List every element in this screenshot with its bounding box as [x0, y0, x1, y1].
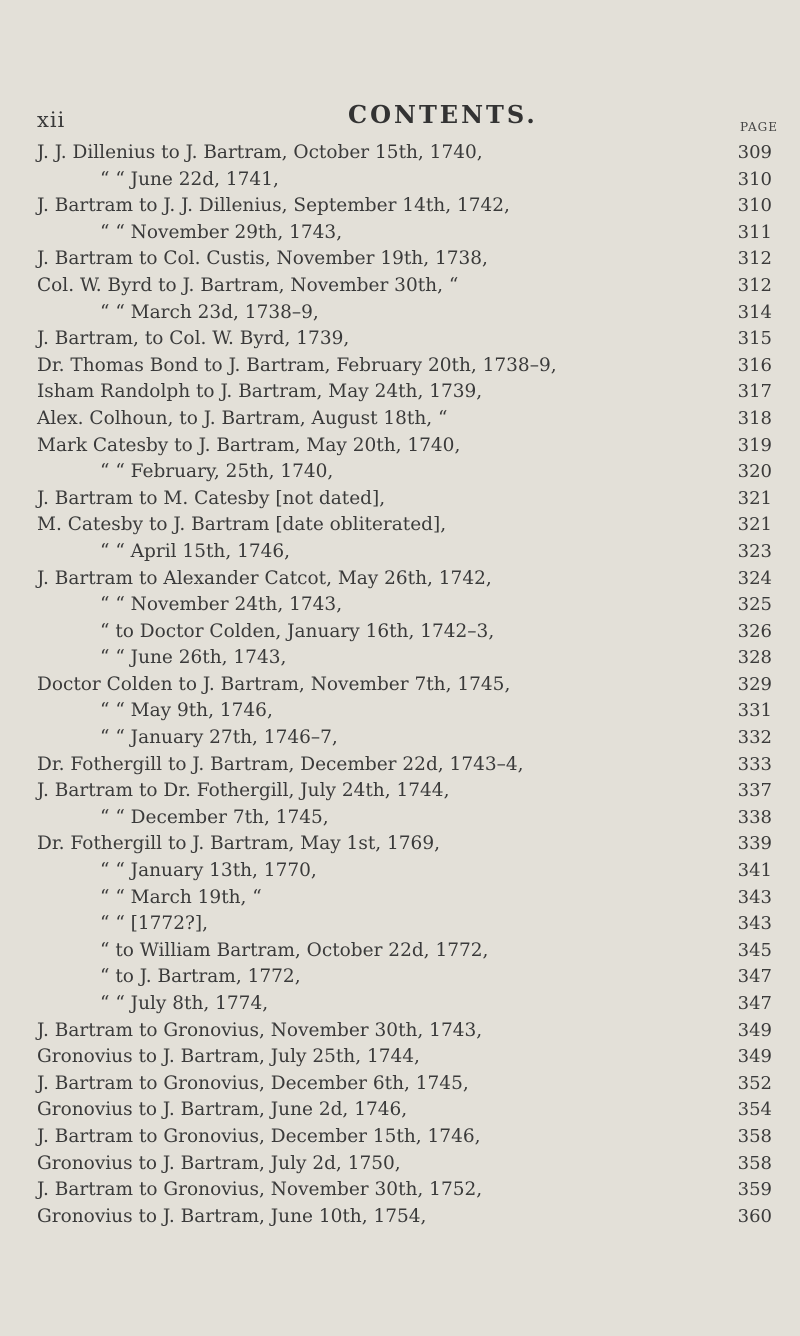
- entry-page-number: 316: [737, 354, 772, 376]
- entry-title: “ “ February, 25th, 1740,: [100, 461, 334, 483]
- entry-page-number: 312: [737, 274, 772, 296]
- entry-title: Dr. Fothergill to J. Bartram, December 22d, 1743–4,: [37, 753, 524, 775]
- toc-entry: [0, 1151, 800, 1178]
- entry-page-number: 349: [737, 1046, 772, 1068]
- entry-page-number: 352: [737, 1072, 772, 1094]
- contents-list: [0, 140, 800, 1230]
- toc-entry: [0, 326, 800, 353]
- entry-title: J. Bartram to Alexander Catcot, May 26th, 1742,: [37, 567, 492, 589]
- entry-page-number: 328: [737, 647, 772, 669]
- entry-title: “ “ July 8th, 1774,: [100, 993, 269, 1014]
- page-column-label: PAGE: [740, 120, 778, 134]
- entry-title: Gronovius to J. Bartram, June 10th, 1754,: [37, 1205, 427, 1227]
- entry-title: “ “ June 26th, 1743,: [100, 647, 287, 669]
- entry-page-number: 324: [737, 567, 772, 589]
- entry-title: Doctor Colden to J. Bartram, November 7th, 1745,: [37, 673, 511, 695]
- toc-entry: [0, 911, 800, 938]
- toc-entry: [0, 698, 800, 725]
- entry-title: Isham Randolph to J. Bartram, May 24th, 1739,: [37, 381, 483, 403]
- entry-title: Alex. Colhoun, to J. Bartram, August 18th, “: [37, 407, 448, 429]
- entry-page-number: 318: [737, 407, 772, 429]
- toc-entry: [0, 1071, 800, 1098]
- toc-entry: [0, 486, 800, 513]
- toc-entry: [0, 406, 800, 433]
- page-folio: xii: [37, 108, 66, 132]
- entry-title: J. Bartram to J. J. Dillenius, September 14th, 1742,: [37, 195, 510, 217]
- toc-entry: [0, 1204, 800, 1231]
- entry-title: “ to J. Bartram, 1772,: [100, 966, 301, 988]
- toc-entry: [0, 938, 800, 965]
- toc-entry: [0, 592, 800, 619]
- toc-entry: [0, 1018, 800, 1045]
- entry-title: Gronovius to J. Bartram, July 2d, 1750,: [37, 1152, 401, 1174]
- entry-page-number: 317: [737, 381, 772, 403]
- entry-page-number: 332: [737, 727, 772, 749]
- toc-entry: [0, 566, 800, 593]
- entry-page-number: 314: [737, 301, 772, 323]
- entry-page-number: 358: [737, 1152, 772, 1174]
- entry-title: J. J. Dillenius to J. Bartram, October 15th, 1740,: [37, 142, 483, 163]
- toc-entry: [0, 672, 800, 699]
- entry-page-number: 309: [737, 142, 772, 163]
- entry-title: M. Catesby to J. Bartram [date obliterated],: [37, 514, 447, 536]
- entry-title: J. Bartram to Gronovius, November 30th, 1752,: [37, 1179, 483, 1201]
- entry-title: “ “ [1772?],: [100, 913, 208, 935]
- toc-entry: [0, 619, 800, 646]
- entry-title: Mark Catesby to J. Bartram, May 20th, 1740,: [37, 434, 461, 456]
- entry-title: Dr. Fothergill to J. Bartram, May 1st, 1769,: [37, 833, 440, 855]
- entry-title: J. Bartram to Dr. Fothergill, July 24th, 1744,: [37, 780, 450, 802]
- entry-page-number: 310: [737, 195, 772, 217]
- toc-entry: [0, 300, 800, 327]
- entry-page-number: 339: [737, 833, 772, 855]
- entry-page-number: 347: [737, 993, 772, 1014]
- toc-entry: [0, 778, 800, 805]
- entry-page-number: 337: [737, 780, 772, 802]
- toc-entry: [0, 1044, 800, 1071]
- toc-entry: [0, 858, 800, 885]
- entry-page-number: 358: [737, 1125, 772, 1147]
- toc-entry: [0, 246, 800, 273]
- entry-page-number: 310: [737, 168, 772, 190]
- entry-page-number: 360: [737, 1205, 772, 1227]
- toc-entry: [0, 805, 800, 832]
- toc-entry: [0, 273, 800, 300]
- toc-entry: [0, 964, 800, 991]
- toc-entry: [0, 1124, 800, 1151]
- entry-page-number: 320: [737, 461, 772, 483]
- entry-title: “ “ December 7th, 1745,: [100, 806, 329, 828]
- entry-title: “ to William Bartram, October 22d, 1772,: [100, 939, 489, 961]
- page-title: CONTENTS.: [348, 100, 538, 129]
- toc-entry: [0, 831, 800, 858]
- toc-entry: [0, 1097, 800, 1124]
- entry-title: “ “ November 29th, 1743,: [100, 221, 343, 243]
- toc-entry: [0, 512, 800, 539]
- toc-entry: [0, 991, 800, 1018]
- entry-page-number: 354: [737, 1099, 772, 1121]
- entry-title: “ “ March 19th, “: [100, 886, 262, 908]
- entry-page-number: 319: [737, 434, 772, 456]
- entry-title: Col. W. Byrd to J. Bartram, November 30th, “: [37, 274, 459, 296]
- entry-title: “ “ June 22d, 1741,: [100, 168, 279, 190]
- entry-page-number: 359: [737, 1179, 772, 1201]
- toc-entry: [0, 1177, 800, 1204]
- toc-entry: [0, 193, 800, 220]
- entry-page-number: 325: [737, 594, 772, 616]
- entry-page-number: 326: [737, 620, 772, 642]
- entry-title: “ “ January 27th, 1746–7,: [100, 727, 338, 749]
- entry-title: J. Bartram to Gronovius, November 30th, 1743,: [37, 1019, 483, 1041]
- entry-page-number: 315: [737, 328, 772, 350]
- entry-page-number: 321: [737, 487, 772, 509]
- entry-title: “ “ May 9th, 1746,: [100, 700, 273, 722]
- toc-entry: [0, 459, 800, 486]
- toc-entry: [0, 353, 800, 380]
- toc-entry: [0, 140, 800, 167]
- entry-title: J. Bartram, to Col. W. Byrd, 1739,: [37, 328, 350, 350]
- entry-page-number: 323: [737, 540, 772, 562]
- entry-page-number: 343: [737, 913, 772, 935]
- entry-page-number: 338: [737, 806, 772, 828]
- toc-entry: [0, 539, 800, 566]
- entry-title: J. Bartram to Gronovius, December 6th, 1745,: [37, 1072, 469, 1094]
- toc-entry: [0, 167, 800, 194]
- entry-page-number: 311: [737, 221, 772, 243]
- toc-entry: [0, 645, 800, 672]
- toc-entry: [0, 433, 800, 460]
- entry-title: J. Bartram to Gronovius, December 15th, 1746,: [37, 1125, 481, 1147]
- entry-page-number: 349: [737, 1019, 772, 1041]
- entry-page-number: 312: [737, 248, 772, 270]
- entry-page-number: 347: [737, 966, 772, 988]
- entry-title: Gronovius to J. Bartram, June 2d, 1746,: [37, 1099, 408, 1121]
- entry-title: J. Bartram to Col. Custis, November 19th, 1738,: [37, 248, 488, 270]
- entry-page-number: 329: [737, 673, 772, 695]
- entry-title: “ to Doctor Colden, January 16th, 1742–3,: [100, 620, 495, 642]
- entry-title: “ “ April 15th, 1746,: [100, 540, 291, 562]
- entry-page-number: 331: [737, 700, 772, 722]
- entry-page-number: 321: [737, 514, 772, 536]
- entry-page-number: 345: [737, 939, 772, 961]
- entry-title: Dr. Thomas Bond to J. Bartram, February 20th, 1738–9,: [37, 354, 557, 376]
- entry-page-number: 343: [737, 886, 772, 908]
- entry-title: “ “ March 23d, 1738–9,: [100, 301, 319, 323]
- entry-title: “ “ January 13th, 1770,: [100, 860, 317, 882]
- toc-entry: [0, 885, 800, 912]
- toc-entry: [0, 379, 800, 406]
- entry-page-number: 333: [737, 753, 772, 775]
- entry-page-number: 341: [737, 860, 772, 882]
- entry-title: J. Bartram to M. Catesby [not dated],: [37, 487, 386, 509]
- toc-entry: [0, 752, 800, 779]
- toc-entry: [0, 220, 800, 247]
- entry-title: Gronovius to J. Bartram, July 25th, 1744,: [37, 1046, 420, 1068]
- toc-entry: [0, 725, 800, 752]
- entry-title: “ “ November 24th, 1743,: [100, 594, 343, 616]
